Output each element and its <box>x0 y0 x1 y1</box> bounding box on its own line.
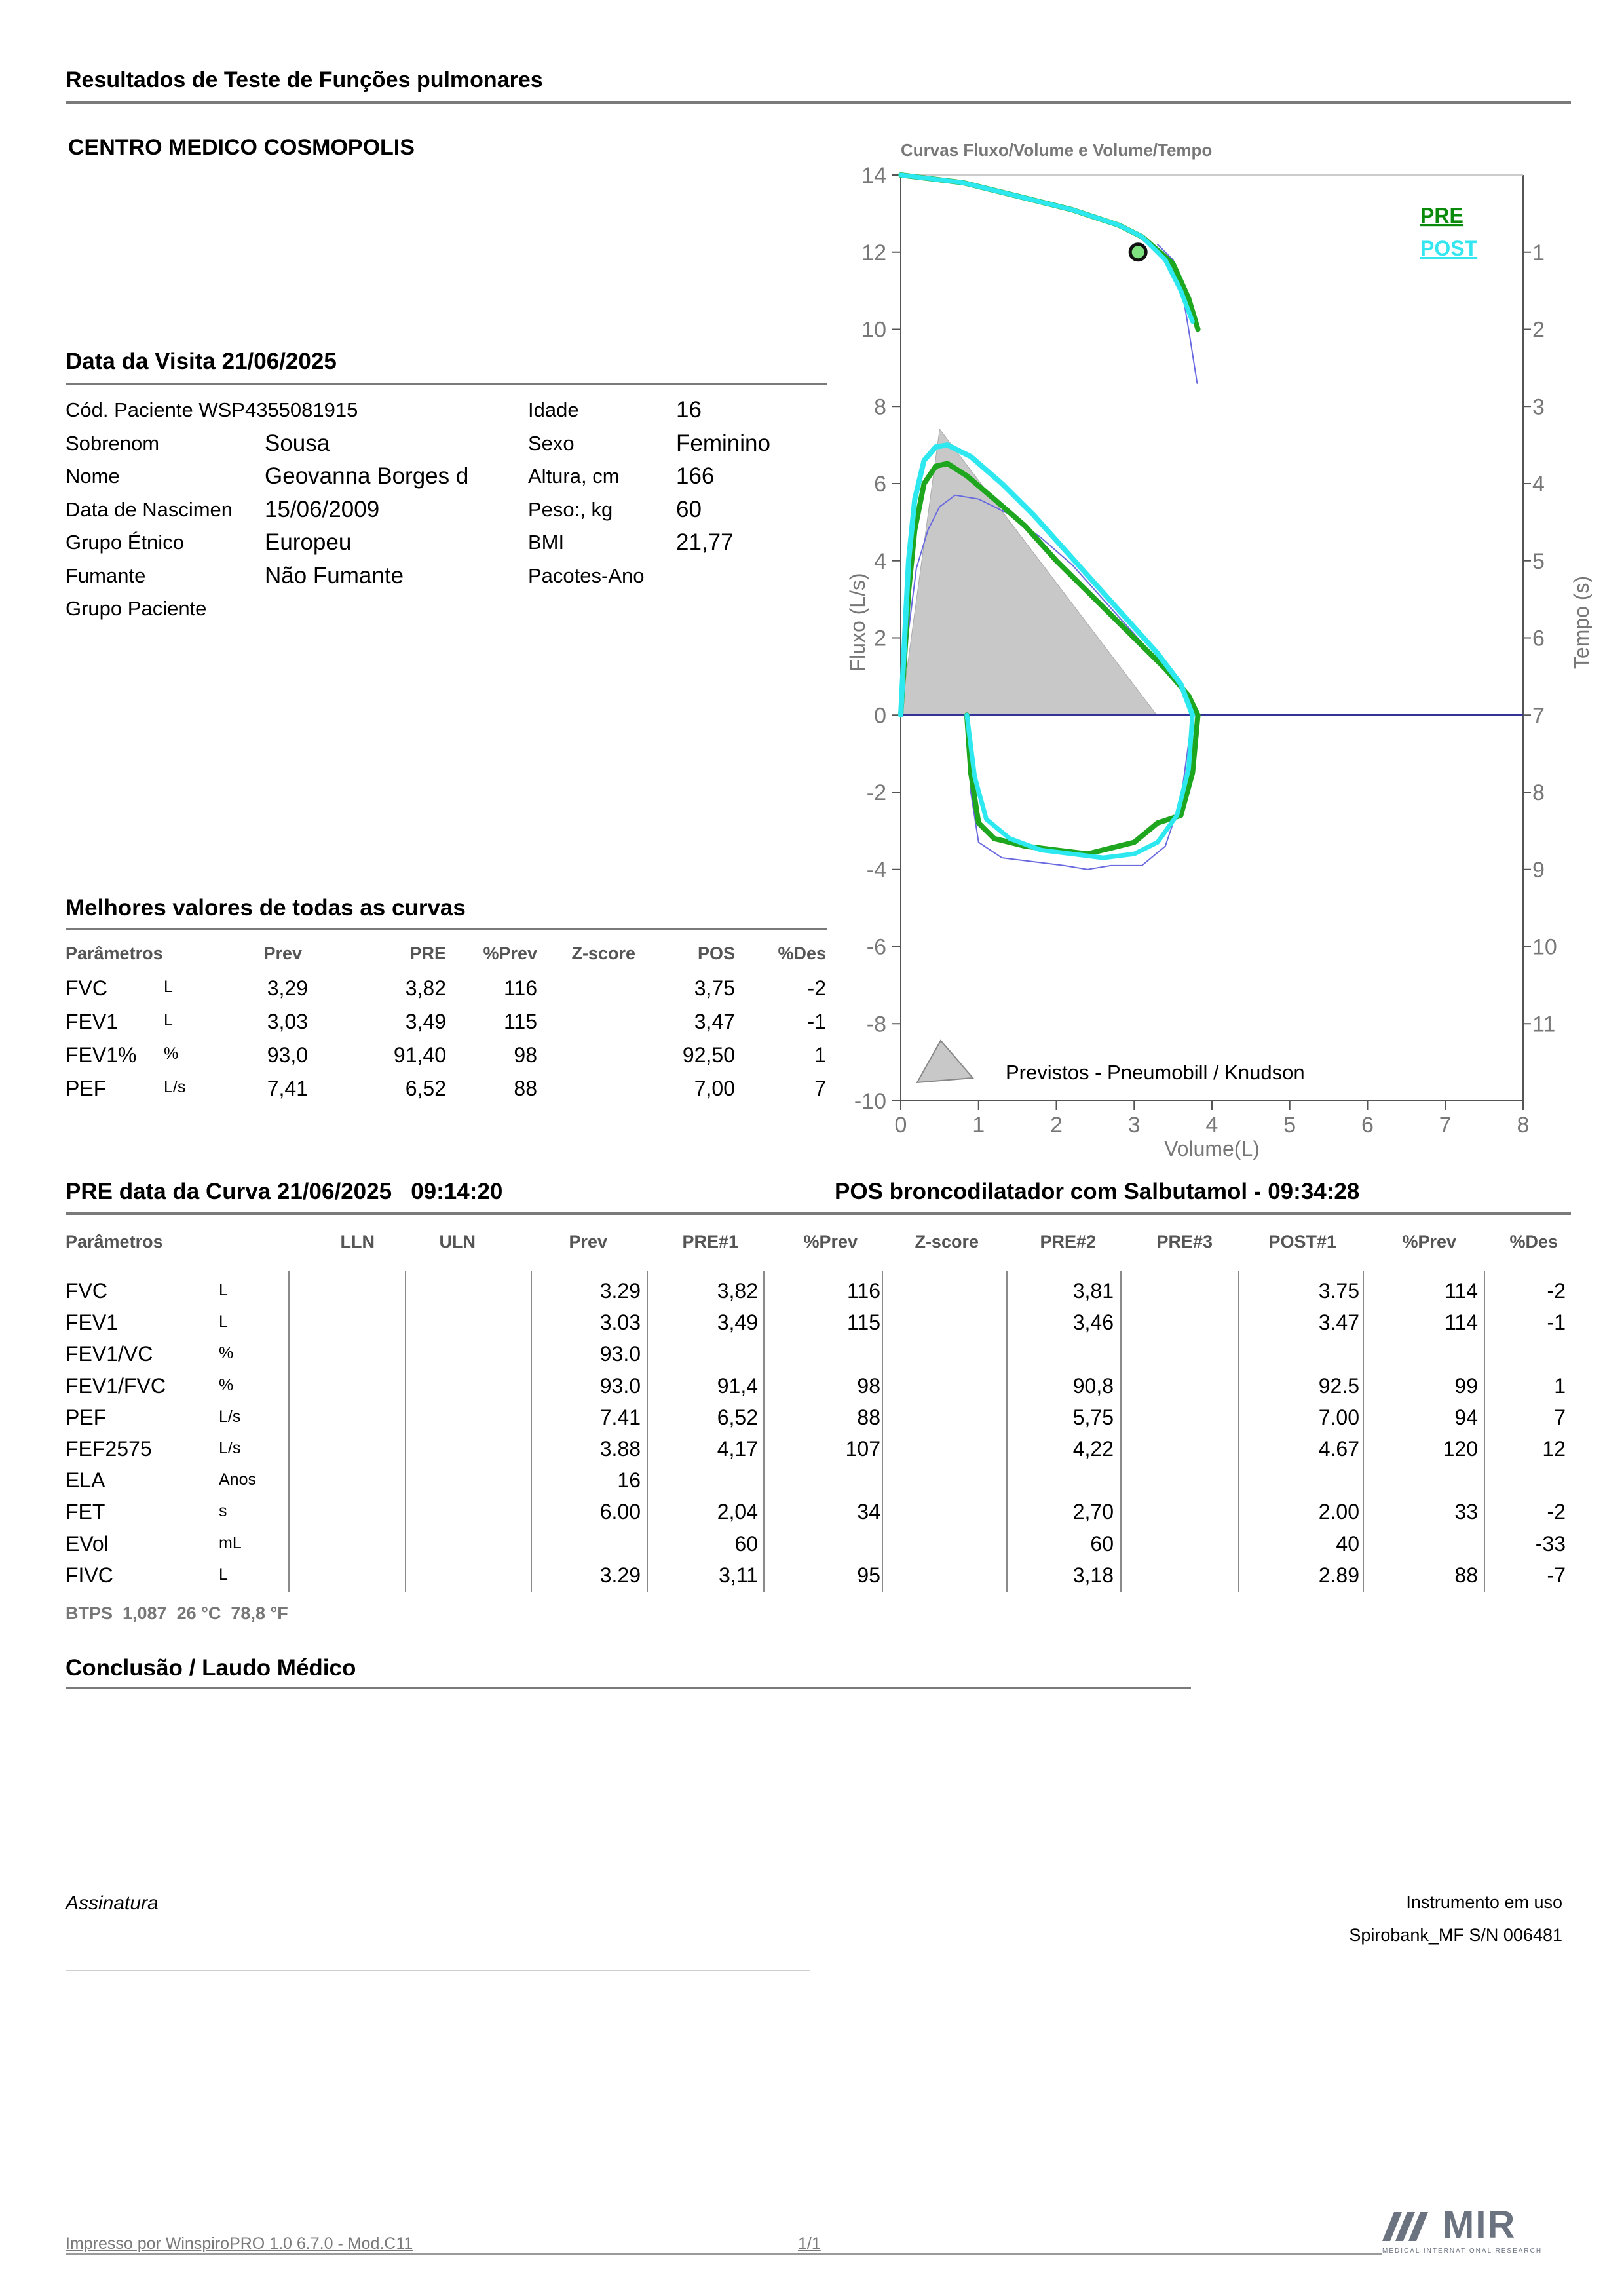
x-tick-label: 7 <box>1439 1113 1452 1138</box>
curve-cell: 93.0 <box>599 1373 641 1398</box>
visit-value: Feminino <box>676 430 770 456</box>
y2-tick-label: 11 <box>1532 1012 1556 1037</box>
predicted-area <box>901 429 1157 715</box>
y2-tick-label: 8 <box>1532 780 1545 805</box>
best-header: PRE <box>409 944 446 963</box>
curve-cell: 2.89 <box>1318 1563 1359 1587</box>
curve-cell: 3,18 <box>1072 1563 1114 1587</box>
curve-cell: 40 <box>1336 1531 1359 1556</box>
curve-rule <box>66 1212 1571 1215</box>
best-cell: 98 <box>514 1043 537 1067</box>
y2-tick-label: 6 <box>1532 626 1545 651</box>
curve-cell: 95 <box>857 1563 880 1587</box>
curve-header: ULN <box>439 1232 476 1252</box>
post-curve-title: POS broncodilatador com Salbutamol - 09:34:28 <box>835 1179 1360 1204</box>
curve-unit: L <box>219 1312 228 1331</box>
curve-param: FIVC <box>66 1563 113 1587</box>
best-param: FEV1 <box>66 1010 119 1033</box>
y2-tick-label: 2 <box>1532 317 1545 343</box>
curve-unit: L/s <box>219 1439 241 1457</box>
y-axis-label: Fluxo (L/s) <box>846 573 869 672</box>
mir-logo-icon <box>1382 2207 1441 2244</box>
visit-label: Sexo <box>528 431 575 455</box>
curve-cell: 7.41 <box>599 1405 641 1429</box>
curve-cell: 114 <box>1444 1279 1478 1303</box>
curve-cell: 115 <box>846 1311 880 1335</box>
best-cell: 7,41 <box>267 1077 308 1100</box>
best-unit: % <box>164 1044 179 1063</box>
y-tick-label: 12 <box>861 240 886 265</box>
legend-post: POST <box>1420 237 1478 260</box>
visit-value: 16 <box>676 397 702 423</box>
visit-label: Grupo Étnico <box>66 531 184 554</box>
y2-tick-label: 5 <box>1532 548 1545 574</box>
series-thin_insp <box>967 715 1192 870</box>
printed-by: Impresso por WinspiroPRO 1.0 6.7.0 - Mod.C11 <box>66 2234 413 2253</box>
curve-cell: 116 <box>846 1279 880 1303</box>
x-tick-label: 1 <box>972 1113 985 1138</box>
curve-header: PRE#3 <box>1156 1232 1213 1252</box>
curve-param: EVol <box>66 1531 109 1556</box>
visit-label: Cód. Paciente WSP4355081915 <box>66 398 358 421</box>
curve-cell: 91,4 <box>717 1373 758 1398</box>
mir-logo <box>1382 2204 1566 2257</box>
header-rule <box>66 101 1571 104</box>
best-header: Parâmetros <box>66 944 163 963</box>
curve-cell: 4,17 <box>717 1437 758 1461</box>
best-cell: 93,0 <box>267 1043 308 1067</box>
curve-cell: 12 <box>1542 1437 1566 1461</box>
curve-unit: Anos <box>219 1470 256 1489</box>
visit-value: Sousa <box>265 430 330 456</box>
curve-cell: 33 <box>1454 1500 1478 1524</box>
curve-unit: % <box>219 1375 234 1394</box>
curve-cell: 7.00 <box>1318 1405 1359 1429</box>
instrument-label: Instrumento em uso <box>1406 1892 1562 1912</box>
mir-logo-subtext: MEDICAL INTERNATIONAL RESEARCH <box>1382 2248 1543 2255</box>
curve-cell: 98 <box>857 1373 880 1398</box>
y-tick-label: 6 <box>874 472 886 497</box>
btps-text: BTPS 1,087 26 °C 78,8 °F <box>66 1603 288 1623</box>
chart-svg <box>839 131 1592 1166</box>
x-axis-label: Volume(L) <box>1164 1137 1260 1160</box>
curve-cell: 34 <box>857 1500 880 1524</box>
curve-cell: -33 <box>1535 1531 1566 1556</box>
curve-param: ELA <box>66 1468 105 1493</box>
best-cell: 116 <box>503 976 537 1000</box>
visit-value: Não Fumante <box>265 562 404 588</box>
curve-cell: -2 <box>1547 1279 1566 1303</box>
curve-cell: 88 <box>1454 1563 1478 1587</box>
column-separator <box>1120 1271 1122 1592</box>
curve-param: FEF2575 <box>66 1437 152 1461</box>
signature-label: Assinatura <box>66 1892 159 1914</box>
curve-param: FET <box>66 1500 105 1524</box>
visit-label: Altura, cm <box>528 465 620 488</box>
visit-label: BMI <box>528 531 565 554</box>
best-unit: L <box>164 978 173 996</box>
y2-tick-label: 7 <box>1532 703 1545 729</box>
curve-cell: -1 <box>1547 1311 1566 1335</box>
curve-cell: 16 <box>617 1468 641 1493</box>
curve-unit: mL <box>219 1533 242 1552</box>
curve-cell: 7 <box>1554 1405 1566 1429</box>
curve-unit: L <box>219 1281 228 1299</box>
curve-cell: 92.5 <box>1318 1373 1359 1398</box>
y-tick-label: 10 <box>861 317 886 343</box>
visit-label: Nome <box>66 465 120 488</box>
curve-cell: 3.75 <box>1318 1279 1359 1303</box>
curve-cell: 3.88 <box>599 1437 641 1461</box>
visit-value: 15/06/2009 <box>265 496 380 522</box>
curve-cell: 90,8 <box>1072 1373 1114 1398</box>
x-tick-label: 3 <box>1127 1113 1141 1138</box>
curve-cell: 2,04 <box>717 1500 758 1524</box>
curve-cell: 3,81 <box>1072 1279 1114 1303</box>
curve-header: Prev <box>569 1232 607 1252</box>
visit-label: Grupo Paciente <box>66 597 207 620</box>
x-tick-label: 6 <box>1361 1113 1374 1138</box>
curve-header: LLN <box>340 1232 375 1252</box>
y-tick-label: -4 <box>866 857 886 883</box>
center-name: CENTRO MEDICO COSMOPOLIS <box>68 135 415 160</box>
y-tick-label: 14 <box>861 163 886 188</box>
best-cell: 6,52 <box>405 1077 446 1100</box>
x-tick-label: 8 <box>1517 1113 1530 1138</box>
best-cell: 92,50 <box>682 1043 735 1067</box>
curve-cell: 3,82 <box>717 1279 758 1303</box>
x-tick-label: 2 <box>1050 1113 1063 1138</box>
curve-header: %Prev <box>803 1232 858 1252</box>
column-separator <box>882 1271 883 1592</box>
best-header: POS <box>697 944 735 963</box>
curve-cell: 3,49 <box>717 1311 758 1335</box>
curve-header: PRE#2 <box>1040 1232 1096 1252</box>
best-cell: 3,82 <box>405 976 446 1000</box>
y-tick-label: -10 <box>854 1089 886 1114</box>
y2-tick-label: 1 <box>1532 240 1545 265</box>
curve-cell: 6.00 <box>599 1500 641 1524</box>
visit-value: 166 <box>676 463 715 489</box>
visit-value: 60 <box>676 496 702 522</box>
curve-cell: 3,46 <box>1072 1311 1114 1335</box>
curve-cell: 4,22 <box>1072 1437 1114 1461</box>
x-tick-label: 5 <box>1283 1113 1296 1138</box>
y2-axis-label: Tempo (s) <box>1570 575 1592 670</box>
series-post_vt <box>901 175 1192 322</box>
curve-param: FVC <box>66 1279 107 1303</box>
predicted-legend-icon <box>917 1041 973 1082</box>
curve-cell: 2,70 <box>1072 1500 1114 1524</box>
y-tick-label: -2 <box>866 780 886 805</box>
instrument-value: Spirobank_MF S/N 006481 <box>1349 1925 1562 1945</box>
curve-header: %Des <box>1509 1232 1558 1252</box>
best-cell: 3,75 <box>694 976 735 1000</box>
best-cell: 3,49 <box>405 1010 446 1033</box>
conclusion-rule <box>66 1687 1191 1689</box>
best-param: PEF <box>66 1077 107 1100</box>
pef-marker <box>1130 244 1146 260</box>
best-cell: 3,29 <box>267 976 308 1000</box>
visit-label: Pacotes-Ano <box>528 564 645 587</box>
footer-rule <box>66 2253 1382 2255</box>
curve-cell: 3.03 <box>599 1311 641 1335</box>
best-unit: L <box>164 1011 173 1029</box>
curve-cell: -7 <box>1547 1563 1566 1587</box>
pre-curve-title: PRE data da Curva 21/06/2025 09:14:20 <box>66 1179 503 1204</box>
best-cell: 7,00 <box>694 1077 735 1100</box>
legend-pre: PRE <box>1420 204 1463 227</box>
best-cell: 88 <box>514 1077 537 1100</box>
curve-param: PEF <box>66 1405 107 1429</box>
flow-volume-chart <box>839 131 1592 1166</box>
predicted-legend-label: Previstos - Pneumobill / Knudson <box>1006 1061 1305 1084</box>
report-title: Resultados de Teste de Funções pulmonares <box>66 67 543 92</box>
curve-cell: 120 <box>1443 1437 1478 1461</box>
curve-cell: 6,52 <box>717 1405 758 1429</box>
curve-cell: 60 <box>734 1531 758 1556</box>
curve-cell: 2.00 <box>1318 1500 1359 1524</box>
y-tick-label: 0 <box>874 703 886 729</box>
y-tick-label: 2 <box>874 626 886 651</box>
curve-cell: 3.29 <box>599 1563 641 1587</box>
visit-label: Sobrenom <box>66 431 160 455</box>
curve-cell: 107 <box>845 1437 880 1461</box>
visit-value: Geovanna Borges d <box>265 463 469 489</box>
best-param: FEV1% <box>66 1043 137 1067</box>
curve-header: Parâmetros <box>66 1232 163 1252</box>
column-separator <box>288 1271 290 1592</box>
best-param: FVC <box>66 976 107 1000</box>
visit-value: 21,77 <box>676 529 734 555</box>
curve-cell: 5,75 <box>1072 1405 1114 1429</box>
series-pre_vt <box>901 175 1198 330</box>
visit-label: Fumante <box>66 564 146 587</box>
best-values-title: Melhores valores de todas as curvas <box>66 895 466 921</box>
y-tick-label: -8 <box>866 1012 886 1037</box>
visit-label: Idade <box>528 398 579 421</box>
y2-tick-label: 9 <box>1532 857 1545 883</box>
best-values-rule <box>66 928 827 930</box>
curve-cell: 94 <box>1454 1405 1478 1429</box>
best-cell: 7 <box>814 1077 826 1100</box>
curve-cell: 88 <box>857 1405 880 1429</box>
y2-tick-label: 3 <box>1532 394 1545 420</box>
conclusion-title: Conclusão / Laudo Médico <box>66 1655 356 1681</box>
curve-cell: 93.0 <box>599 1342 641 1366</box>
best-cell: 1 <box>814 1043 826 1067</box>
x-tick-label: 4 <box>1205 1113 1218 1138</box>
page-number: 1/1 <box>798 2234 821 2253</box>
curve-cell: 3.47 <box>1318 1311 1359 1335</box>
curve-header: PRE#1 <box>682 1232 738 1252</box>
curve-cell: 1 <box>1554 1373 1566 1398</box>
series-post_insp <box>967 715 1192 858</box>
curve-header: POST#1 <box>1268 1232 1336 1252</box>
curve-cell: 114 <box>1444 1311 1478 1335</box>
best-header: Prev <box>263 944 302 963</box>
curve-param: FEV1/VC <box>66 1342 153 1366</box>
curve-header: %Prev <box>1402 1232 1456 1252</box>
best-cell: -1 <box>807 1010 826 1033</box>
curve-cell: 3,11 <box>719 1563 758 1587</box>
curve-cell: 3.29 <box>599 1279 641 1303</box>
y2-tick-label: 4 <box>1532 472 1545 497</box>
signature-line <box>66 1970 810 1971</box>
curve-cell: 99 <box>1454 1373 1478 1398</box>
visit-title: Data da Visita 21/06/2025 <box>66 349 337 374</box>
best-header: %Prev <box>483 944 537 963</box>
best-header: %Des <box>778 944 826 963</box>
visit-label: Peso:, kg <box>528 497 613 521</box>
y-tick-label: 8 <box>874 394 886 420</box>
curve-param: FEV1 <box>66 1311 119 1335</box>
best-cell: 3,47 <box>694 1010 735 1033</box>
visit-rule <box>66 383 827 385</box>
curve-cell: 4.67 <box>1318 1437 1359 1461</box>
mir-logo-text: MIR <box>1443 2204 1517 2246</box>
curve-unit: % <box>219 1344 234 1363</box>
curve-header: Z-score <box>915 1232 979 1252</box>
y-tick-label: -6 <box>866 934 886 960</box>
best-cell: 91,40 <box>393 1043 446 1067</box>
curve-unit: L/s <box>219 1407 241 1426</box>
curve-unit: L <box>219 1565 228 1584</box>
curve-cell: 60 <box>1090 1531 1114 1556</box>
chart-title: Curvas Fluxo/Volume e Volume/Tempo <box>901 140 1213 160</box>
best-cell: -2 <box>807 976 826 1000</box>
column-separator <box>405 1271 406 1592</box>
best-header: Z-score <box>571 944 635 963</box>
curve-unit: s <box>219 1502 227 1521</box>
y-tick-label: 4 <box>874 548 886 574</box>
x-tick-label: 0 <box>894 1113 907 1138</box>
visit-label: Data de Nascimen <box>66 497 233 521</box>
y2-tick-label: 10 <box>1532 934 1557 960</box>
curve-cell: -2 <box>1547 1500 1566 1524</box>
best-unit: L/s <box>164 1078 186 1096</box>
best-cell: 115 <box>503 1010 537 1033</box>
best-cell: 3,03 <box>267 1010 308 1033</box>
visit-value: Europeu <box>265 529 352 555</box>
curve-param: FEV1/FVC <box>66 1373 166 1398</box>
